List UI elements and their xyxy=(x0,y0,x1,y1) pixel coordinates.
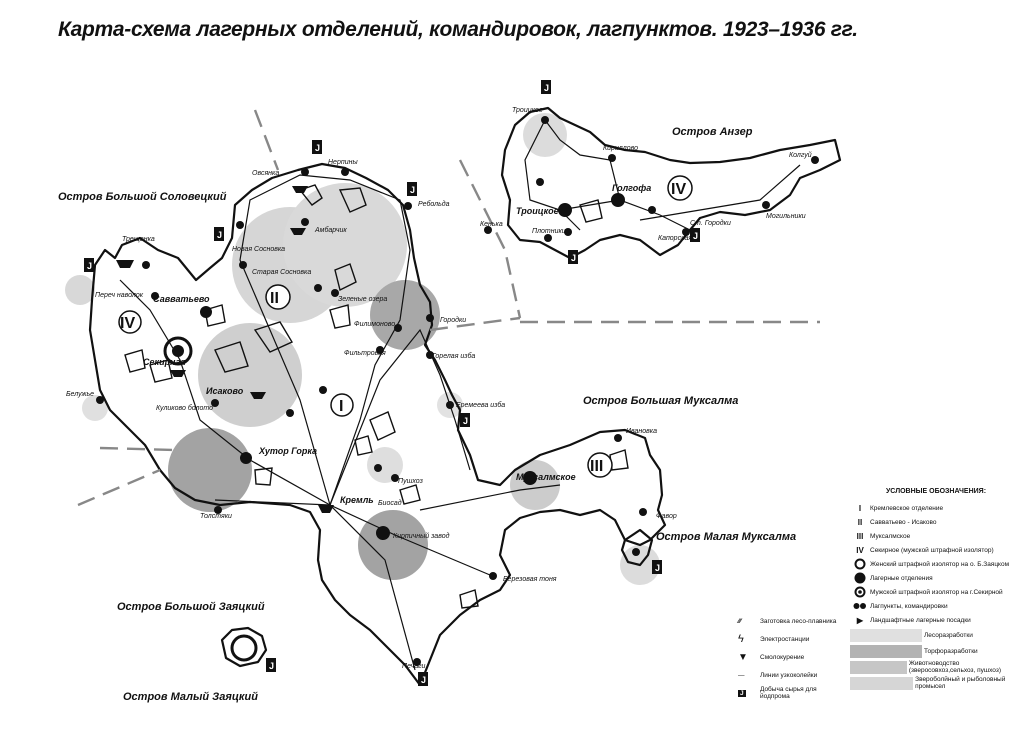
place-troitskoe: Троицкое xyxy=(516,206,559,216)
legend-livestock: Животноводство (звероcовхоз,сельхоз, пушхоз) xyxy=(850,659,1022,675)
legend-timber-row xyxy=(738,612,848,630)
island-label-bolshoy-solovetsky: Остров Большой Соловецкий xyxy=(58,191,227,203)
timber-icon: ⁄⁄⁄ xyxy=(738,617,742,625)
legend-timber-text: Заготовка лесо-плавника xyxy=(760,617,837,625)
legend-peat: Торфоразработки xyxy=(850,643,1022,659)
dept-iv-anzer-label: IV xyxy=(671,181,687,198)
island-label-malaya-muksalma: Остров Малая Муксалма xyxy=(656,531,797,543)
legend-tar-row xyxy=(738,648,848,666)
island-label-bolshaya-muksalma: Остров Большая Муксалма xyxy=(583,395,739,407)
place-golgofa: Голгофа xyxy=(612,183,652,193)
svg-text:J: J xyxy=(463,416,469,426)
place-pushkoz: Пушхоз xyxy=(398,478,423,485)
legend-power-row xyxy=(738,630,848,648)
legend-landscape: ▶ Ландшафтные лагерные посадки xyxy=(850,613,1022,627)
place-biosad: Биосад xyxy=(378,500,402,507)
place-sekirnaya: Секирная xyxy=(143,357,186,367)
place-st-gorodki: Ст. Городки xyxy=(690,220,731,227)
legend-dept-iii: III Муксалмское xyxy=(856,531,911,541)
svg-text:J: J xyxy=(410,185,416,195)
place-troitskoe-top: Троицкое xyxy=(512,107,543,114)
zone-perech xyxy=(65,275,95,305)
island-label-bolshoy-zayatsky: Остров Большой Заяцкий xyxy=(117,601,265,613)
place-ivanovka: Ивановка xyxy=(626,428,657,435)
legend-dept-iv: IV Секирное (мужской штрафной изолятор) xyxy=(856,545,994,555)
legend-industry xyxy=(738,612,848,702)
svg-text:J: J xyxy=(655,563,661,573)
activity-zones xyxy=(65,113,660,585)
svg-text:J: J xyxy=(217,230,223,240)
zone-khutor-gorka xyxy=(168,428,252,512)
legend-camp-departments: Лагерные отделения xyxy=(850,571,1022,585)
place-rebolda: Ребольда xyxy=(418,201,450,208)
place-ambarchik: Амбарчик xyxy=(315,227,347,234)
place-obsyanka: Овсянка xyxy=(252,170,280,177)
place-tolstyaki: Толстяки xyxy=(200,513,232,520)
place-novaya-sosnovka: Новая Сосновка xyxy=(232,246,286,253)
svg-text:J: J xyxy=(269,661,275,671)
place-nertiny: Нерпины xyxy=(328,159,358,166)
legend-dept-i: I Кремлевское отделение xyxy=(858,503,944,513)
camp-department-icon xyxy=(850,572,870,584)
place-belugye: Белужье xyxy=(66,391,95,398)
map-title: Карта-схема лагерных отделений, командировок, лагпунктов. 1923–1936 гг. xyxy=(58,18,858,41)
island-label-anzer: Остров Анзер xyxy=(672,126,753,138)
place-filtrovaya: Фильтровая xyxy=(344,350,386,357)
legend-lagpunkty: Лагпункты, командировки xyxy=(850,599,1022,613)
place-kreml: Кремль xyxy=(340,495,374,505)
legend xyxy=(850,488,1022,691)
dept-ii-label: II xyxy=(270,290,279,307)
legend-womens-isolator: Женский штрафной изолятор на о. Б.Заяцком xyxy=(850,557,1022,571)
landscape-flag-icon: ▶ xyxy=(856,615,864,625)
mens-isolator-icon xyxy=(850,586,870,598)
legend-forestry: Лесоразработки xyxy=(850,627,1022,643)
place-muksalmskoe: Муксалмское xyxy=(516,472,576,482)
dept-iii-label: III xyxy=(590,458,604,475)
svg-text:J: J xyxy=(315,143,321,153)
legend-iodine-text: Добыча сырья для йодпрома xyxy=(759,686,817,700)
place-filimonovo: Филимоново xyxy=(354,321,396,328)
womens-isolator-icon xyxy=(850,558,870,570)
legend-dept-ii: II Савватьево - Исаково xyxy=(857,517,937,527)
place-kolguy: Колгуй xyxy=(789,152,812,159)
island-label-maly-zayatsky: Остров Малый Заяцкий xyxy=(123,691,258,703)
svg-text:J: J xyxy=(421,675,427,685)
place-kaporskaya: Капорская xyxy=(658,235,693,242)
place-favor: Фавор xyxy=(656,513,677,520)
dept-i-label: I xyxy=(339,398,344,415)
lightning-icon: ϟ xyxy=(738,633,744,645)
legend-tar-text: Смолокурение xyxy=(760,653,805,661)
legend-heading: УСЛОВНЫЕ ОБОЗНАЧЕНИЯ: xyxy=(885,488,987,495)
rail-icon: — xyxy=(738,671,745,679)
svg-text:J: J xyxy=(87,261,93,271)
iodine-markers xyxy=(84,80,700,686)
iodine-icon: J xyxy=(740,689,744,697)
place-kulikovo-boloto: Куликово болото xyxy=(156,405,214,412)
svg-text:J: J xyxy=(544,83,550,93)
place-eremeeva-izba: Еремеева изба xyxy=(456,402,506,409)
place-perech-navolok: Переч наволок xyxy=(95,292,144,299)
place-mogilniki: Могильники xyxy=(766,213,806,220)
place-plotniki: Плотники xyxy=(532,228,566,235)
svg-text:J: J xyxy=(571,253,577,263)
place-isakovo: Исаково xyxy=(206,386,244,396)
legend-rail-text: Линии узкоколейки xyxy=(760,671,818,679)
place-gorelaya-izba: Горелая изба xyxy=(432,353,476,360)
place-gorodki: Городки xyxy=(440,317,467,324)
legend-iodine-row xyxy=(738,684,848,702)
legend-mens-isolator: Мужской штрафной изолятор на г.Секирной xyxy=(850,585,1022,599)
svg-text:J: J xyxy=(693,231,699,241)
place-kirillovskoe: Кириллово xyxy=(603,145,638,152)
place-berezovaya-tonya: Березовая тоня xyxy=(503,576,557,583)
place-treschanka: Трещанка xyxy=(122,236,155,243)
place-kirpichny-zavod: Кирпичный завод xyxy=(393,533,450,540)
dept-iv-label: IV xyxy=(120,315,136,332)
place-kenka: Кенька xyxy=(480,221,503,228)
legend-hunting: Звероболйный и рыболовный промысел xyxy=(850,675,1022,691)
place-zelenye-ozera: Зеленые озера xyxy=(338,296,388,303)
legend-power-text: Электростанции xyxy=(760,635,810,643)
place-khutor-gorka: Хутор Горка xyxy=(259,446,318,456)
tar-pot-icon: ▼ xyxy=(738,651,748,663)
zayatsky-isolator-icon xyxy=(232,636,256,660)
place-staraya-sosnovka: Старая Сосновка xyxy=(252,269,312,276)
lagpunkt-icon xyxy=(850,601,870,611)
place-pechagi: Печаги xyxy=(402,663,426,670)
legend-rail-row xyxy=(738,666,848,684)
place-savvatievo: Савватьево xyxy=(153,294,210,304)
